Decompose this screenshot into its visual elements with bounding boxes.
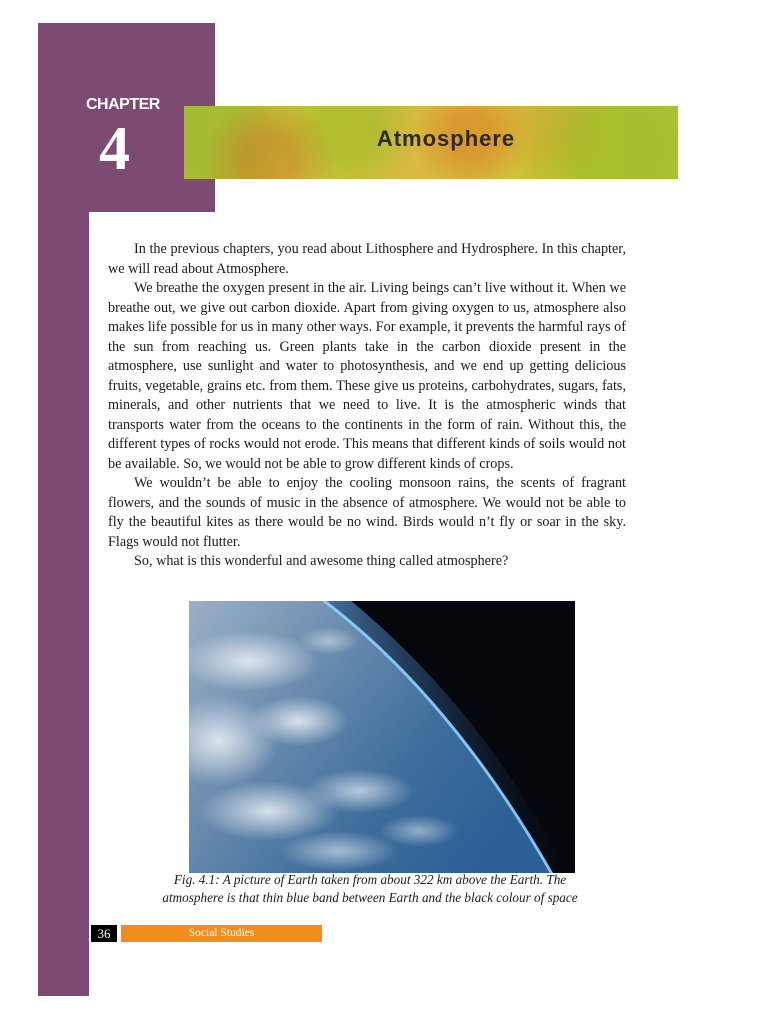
caption-line: Fig. 4.1: A picture of Earth taken from about 322 km above the Earth. The bbox=[173, 872, 567, 887]
chapter-label: CHAPTER bbox=[86, 96, 160, 113]
paragraph: In the previous chapters, you read about Lithosphere and Hydrosphere. In this chapter, we will read about Atmosphere. bbox=[108, 241, 626, 277]
footer-book-title: Social Studies bbox=[121, 925, 322, 942]
paragraph: We wouldn’t be able to enjoy the cooling monsoon rains, the scents of fragrant flowers, and the sounds of music in the absence of atmosphere. We would not be able to fly the beautiful kites as there would be no wind. Birds would n’t fly or soar in the sky. Flags would not flutter. bbox=[108, 475, 626, 550]
body-text bbox=[108, 240, 626, 572]
title-banner bbox=[184, 106, 678, 179]
page-number: 36 bbox=[91, 925, 117, 942]
paragraph: We breathe the oxygen present in the air. Living beings can’t live without it. When we breathe out, we give out carbon dioxide. Apart from giving oxygen to us, atmosphere also makes life possible for us in many other ways. For example, it prevents the harmful rays of the sun from reaching us. Green plants take in the carbon dioxide present in the atmosphere, use sunlight and water to photosynthesis, and we end up getting delicious fruits, vegetable, grains etc. from them. These give us proteins, carbohydrates, sugars, fats, minerals, and other nutrients that we need to live. It is the atmospheric winds that transports water from the oceans to the continents in the form of rain. Without this, the different types of rocks would not erode. This means that different kinds of soils would not be available. So, we would not be able to grow different kinds of crops. bbox=[108, 280, 626, 472]
caption-line: atmosphere is that thin blue band between Earth and the black colour of space bbox=[162, 890, 578, 905]
chapter-title: Atmosphere bbox=[376, 126, 516, 151]
paragraph: So, what is this wonderful and awesome thing called atmosphere? bbox=[134, 553, 509, 569]
figure-caption bbox=[100, 871, 640, 907]
earth-photo bbox=[189, 601, 575, 873]
chapter-number: 4 bbox=[99, 115, 130, 183]
